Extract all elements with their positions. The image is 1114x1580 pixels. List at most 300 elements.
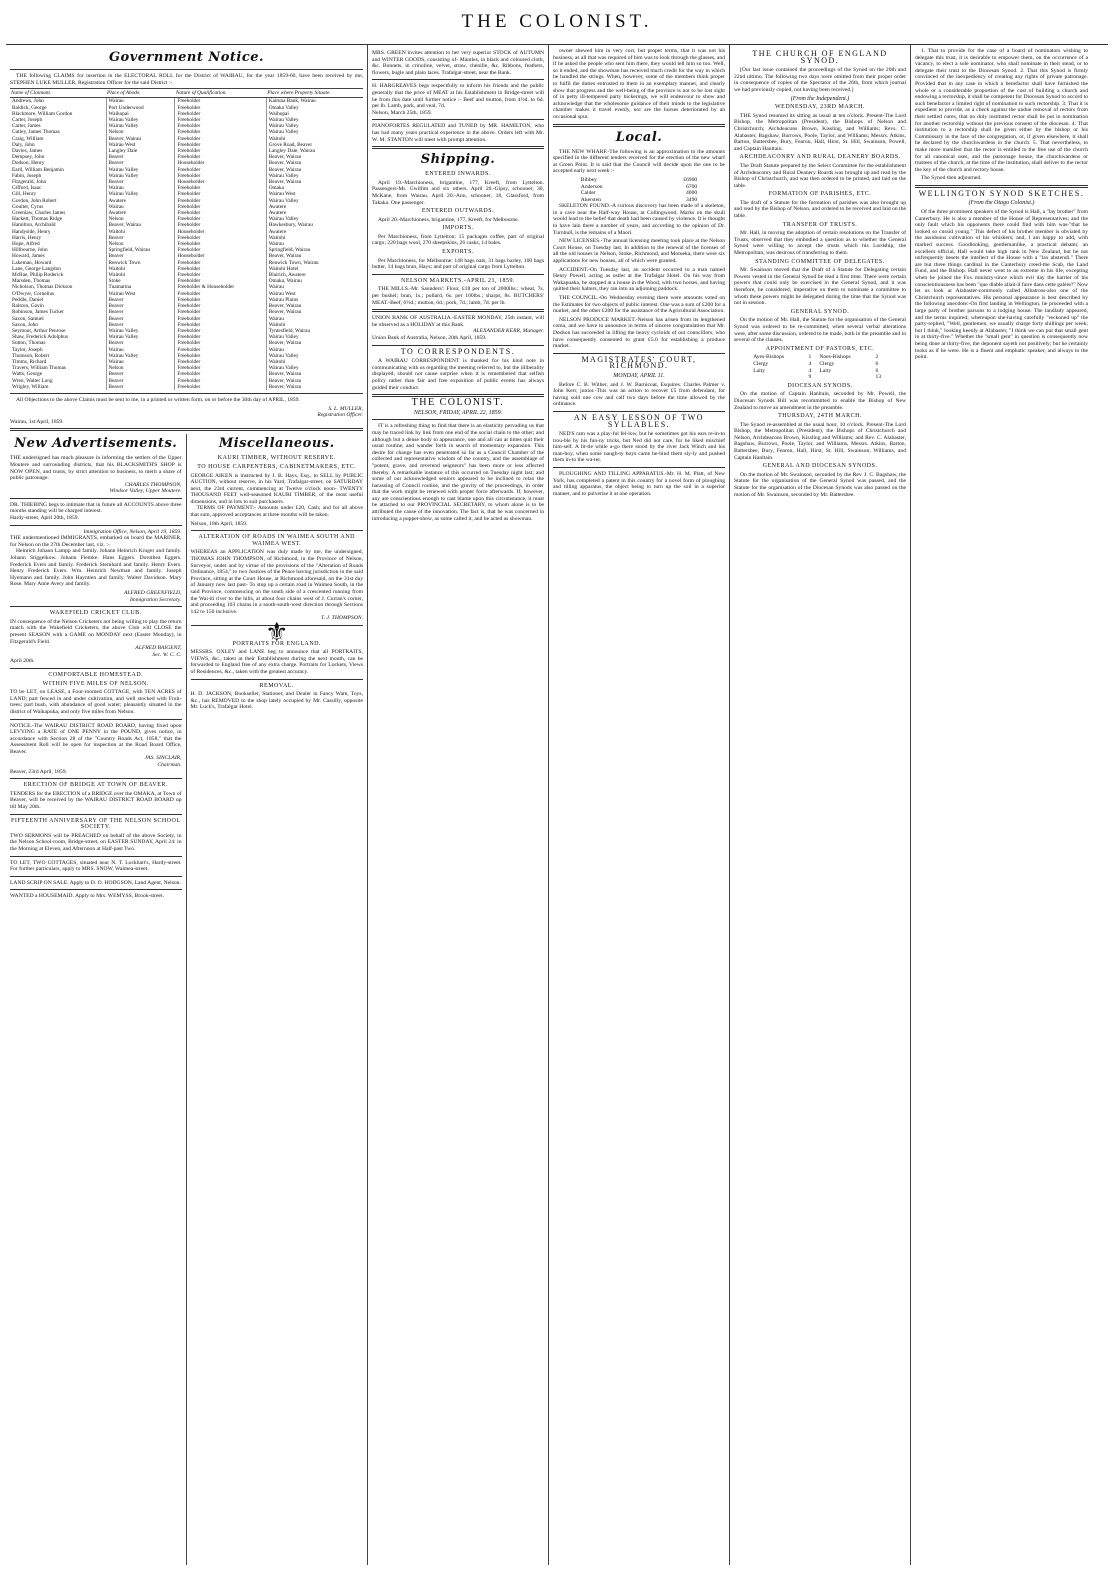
table-cell: Fabin, Joseph [12,172,42,179]
table-cell: Wairau [106,185,175,191]
table-cell: Wairau Valley [106,117,175,123]
table-cell: Freeholder [175,123,266,129]
electoral-roll-header [10,89,363,98]
section-title: DIOCESAN SYNODS. [787,382,853,389]
table-cell: Waitohi [266,322,363,328]
table-cell: Wairau Valley [106,173,175,179]
divider [372,119,544,120]
table-cell: Tyntesfield, Wairau [266,328,363,334]
ad-subtitle: TO HOUSE CARPENTERS, CABINETMAKERS, ETC. [197,463,357,470]
table-row [10,98,363,105]
ad-mrs-green: MRS. GREEN invites attention to her very superior STOCK of AUTUMN and WINTER GOODS, consisting of- Mantles, in black and coloured cloth, &c. Bonnets, in crinoline, velvet, straw, chenille, &c. Ribbons, feathers, flowers, bugle and plain laces. Trafalgar-street, near the Bank. [372,50,544,76]
two-column-ads [10,434,363,1565]
editorial-continued: owner shewed him in very curt, but proper terms, that it was not his business, as all that was required of him was to look through the glasses, and if he asked the people who sent him there, they would tell him so too. Well, so it ended, and the showman has received much credit for the way in which he handled the strings. When, however, some of the members think proper to fulfil the duties entrusted to them in an exemplary manner, and clearly show that progress and the well-being of the province is not to be lost sight of in petty ill-tempered party bickerings, we will endeavour to show and acknowledge that the wholesome guidance of their minds to the legislative chamber makes it travel evenly, nor are the horses deteriorated by an occasional spur. [553,48,725,120]
table-cell: Freeholder [175,278,266,284]
divider [10,668,182,669]
entered-outwards: April 20.-Marchioness, brigantine, 177, Kreeft, for Melbourne. [378,216,520,223]
divider [553,467,725,468]
trusts: Mr. Hall, in moving the adoption of certain resolutions on the Transfer of Trusts, observed that they embodied a question as to whether the General Synod were willing to accept the trusts which his Lordship, the Metropolitan, was desirous of transferring to them. [734,230,906,257]
section-title: WELLINGTON SYNOD SKETCHES. [918,188,1085,198]
table-row [751,354,889,361]
table-cell: Beaver, Wairau [266,154,363,160]
tender-name: Bibbey [580,176,597,183]
table-row [579,190,699,197]
table-cell: Freeholder [175,291,266,297]
ad-text: THE undermentioned IMMIGRANTS, embarked on board the MARINER, for Nelson on the 27th December last, viz. :- [10,535,182,548]
table-cell: Wairau Valley [266,123,363,129]
new-licenses: NEW LICENSES.-The annual licensing meeting took place at the Nelson Court House, on Tuesday last. In addition to the renewal of the licenses of all the old houses in Nelson, Stoke, Richmond, and Motueka, there were six applications for new houses, all of which were granted. [553,238,725,265]
magistrates-court: Before C. B. Wither, and J. W. Barnicoat, Esquires. Charles Palmer v. John Kerr, junior.-This was an action to recover £5 from defendant, for having sold one cow and calf two days before the time allowed by the ordinance. [553,381,725,408]
table-cell: Freeholder [175,129,266,135]
table-cell: Omaka [266,185,363,191]
table-row [579,177,699,184]
table-cell: Timms, Richard [12,358,47,365]
skeleton-found: SKELETON FOUND.-A curious discovery has been made of a skeleton, in a cave near the Half-way House, at Collingwood. Marks on the skull would lead to the belief that death had been caused by violence. It is thought to have lain there a number of years, and according to the opinion of Dr. Turnbull, is the remains of a Maori. [553,203,725,236]
table-cell: Beaver [106,160,175,166]
table-cell: Freeholder [175,266,266,272]
table-cell: Stoke [106,278,175,284]
table-cell: Tuamarina [106,284,175,290]
ad-signature: ALFRED BAIGENT, [135,645,182,652]
royal-crest-icon: ⚜ [265,617,289,647]
section-title: NELSON MARKETS.-APRIL 21, 1859. [401,277,515,284]
immigrant-names: Heinrich Johann Lampp and family. Johann Heinrich Kruger and family. Johann Stiggelkow. Johann Flemke. Hans Eggers. Dorothea Eggers. Frederick Evers and family. Frederick Sternhard and family. Henry Evers. Henry Frederick Evers. Wm. Heinrich Newman and family. Joseph Hyemann and family. John Hayntien and family. Walter Davidson. Mary Rose. Mary Anne Avery and family. [10,548,182,588]
table-cell: Freeholder [175,105,266,111]
divider [191,679,364,680]
column-header: Place where Property Situate. [266,89,363,98]
the-council: THE COUNCIL.-On Wednesday evening there were amounts voted on the Estimates for two objects of public interest. One was a sum of £200 for a market, and the other £200 for the assistance of the Agricultural Association. [553,295,725,315]
synod-resolutions: 1. That to provide for the case of a board of nominators wishing to delegate this trust, it is desirable to empower them, on the occurrence of a vacancy, to elect a sole nominator, who shall nominate in their stead, or to delegate their trust to the Diocesan Synod. 2. That this Synod is firmly convinced of the inexpediency of creating any rights of private patronage. Provided that in any case in which a benefactor shall have furnished the whole or a considerable proportion of the cost of building a church and endowing a rectorship, it shall be competent for Diocesan Synod to accord to such benefactor a limited right of nomination to such rectorship. 3. That it is expedient to provide, as a check against the undue removal of rectors from their settled cures, that no duly instituted rector shall be put in nomination for another rectorship without the previous consent of the diocesan. 4. That institution to a rectorship shall be given either by the bishop or his Commissary in the face of the congregation, or, if given elsewhere, it shall be declared by the churchwardens in the church. 5. That nevertheless, to make more manifest that the rector is entitled to the free use of the church for all canonical uses, and the parsonage house, the churchwardens or trustees of the church, at the time of the institution, shall deliver to the rector the key of the church and rectory house. [915,48,1088,173]
table-cell: Awatere [106,210,175,216]
table-cell: Dempsey, John [12,154,45,161]
synod-source: (From the Independent.) [790,95,850,102]
table-cell: Wren, Walter Long [12,377,53,384]
table-cell: Freeholder [175,353,266,359]
table-cell: Freeholder [175,365,266,371]
column-6 [911,45,1092,1565]
ad-signature-title: Immigration Secretary. [129,596,182,603]
table-cell: Beaver [106,322,175,328]
table-cell: Freeholder & Householder [175,284,266,290]
table-cell: Wairau [266,347,363,353]
table-cell: Sutton, Thomas [12,340,46,347]
gov-notice-section [10,48,363,434]
editorial-title: THE COLONIST. [411,397,505,409]
table-cell: Nicholson, Thomas Dickson [12,284,73,291]
electoral-roll-table [10,88,363,390]
divider [372,146,544,149]
table-cell: Freeholder [175,297,266,303]
table-cell: Wairau Valley [266,129,363,135]
ad-wairau-road [10,723,182,776]
ad-immigrants [10,529,182,604]
ad-signature: JAS. SINCLAIR, [144,755,182,762]
table-cell: Freeholder [175,210,266,216]
table-cell: Wairau Plains [266,297,363,303]
tender-amount: 6700 [686,183,698,190]
ad-date: Beaver, 23rd April, 1859. [10,768,67,775]
ad-text: GEORGE AIKEN is instructed by J. B. Hays, Esq., to SELL by PUBLIC AUCTION, without reserve, in his Yard, Trafalgar-street, on SATURDAY next, the 23rd current, commencing at Twelve o'clock noon- TWENTY THOUSAND FEET well-seasoned KAURI TIMBER, of the most useful dimensions, and in lots to suit purchasers. [190,472,363,505]
synod-adjourned: The Synod then adjourned. [921,175,982,182]
columns [6,45,1108,1565]
vote-count: 6 [875,360,879,367]
vote-label: Clergy [753,360,769,367]
entered-inwards: April 19.-Marchioness, brigantine, 177, Kreeft, from Lyttelton. Passengers-Mr. Gwillim and six others. April 20.-Gipsy, schooner, 30, McKane, from Wairau. April 20.-Ann, schooner, 18, Glassford, from Takaka. One passenger. [372,179,544,206]
table-cell: Freeholder [175,378,266,384]
ad-text: IN consequence of the Nelson Cricketers not being willing to play the return match with the Wakefield Cricketers, the above Club will CLOSE the present SEASON with a GAME on MONDAY next (Easter Monday), in Fitzgerald's Field. [10,618,182,645]
vote-count: 4 [808,367,812,374]
table-cell: Freeholder [175,216,266,222]
correspondents: A WAIRAU CORRESPONDENT is thanked for his kind note in communicating with us regarding the meeting referred to, but the illiberality displayed, should not cause surprise when it is remembered that selfish policy rather than fair and free exposition of public events has always guided their conduct. [372,358,544,391]
table-cell: Householder [175,253,266,259]
ad-title: FIFTEENTH ANNIVERSARY OF THE NELSON SCHOOL SOCIETY. [10,817,181,831]
table-cell: Wairau [106,98,175,105]
table-cell: Wairau Valley [266,173,363,179]
table-cell: Freeholder [175,359,266,365]
table-cell: Langley Dale, Wairau [266,148,363,154]
table-cell: Freeholder [175,98,266,105]
table-cell: Omaka Valley [266,105,363,111]
table-cell: Freeholder [175,167,266,173]
table-cell: Beaver [106,371,175,377]
ad-signature: CHARLES THOMPSON, [124,481,182,488]
table-cell: Handyside, Henry [12,228,51,235]
synod-note: [Our last issue contained the proceedings of the Synod on the 20th and 22nd ultimo. The following two days were omitted from their proper order in consequence of copies of the Spectator of the 26th, from which journal we had previously copied, not having been received.] [734,67,906,93]
misc-heading: Miscellaneous. [218,436,335,452]
new-ads-heading: New Advertisements. [14,436,178,452]
divider [10,69,363,70]
new-wharf: THE NEW WHARF.-The following is an approximation to the amounts specified in the different tenders received for the erection of the new wharf at Green Point. It is said that the Council will decide upon the one to be accepted early next week :- [553,148,725,175]
table-cell: Wairau Valley [106,334,175,340]
ad-title: KAURI TIMBER, WITHOUT RESERVE. [217,455,336,462]
table-cell: Wairau West [106,142,175,148]
table-cell: Freeholder [175,185,266,191]
table-cell: Langley Dale [106,148,175,154]
table-cell: Beaver [106,340,175,346]
table-cell: Shaw, Frederick Adolphus [12,334,69,341]
divider [10,525,182,526]
table-cell: Beaver [106,253,175,259]
tender-name: Akersten [580,196,601,203]
table-cell: Awatere [266,204,363,210]
table-cell: Carter, James [12,123,41,130]
section-title: EXPORTS. [442,249,474,256]
table-cell: Beaver [106,384,175,390]
section-title: ARCHDEACONRY AND RURAL DEANERY BOARDS. [739,154,901,161]
table-cell: Ralston, Gavin [12,303,44,310]
column-left-wide [6,45,368,1565]
section-title: STANDING COMMITTEE OF DELEGATES. [755,258,885,265]
table-cell: Householder [175,179,266,185]
table-cell: Wairau West [106,291,175,297]
table-cell: Beaver, Wairau [266,253,363,259]
new-ads-column [10,434,187,1565]
vote-count: 6 [875,367,879,374]
ad-title: PORTRAITS FOR ENGLAND. [232,640,321,647]
divider [10,719,182,720]
vote-label: Noes-Bishops [819,354,851,361]
tender-name: Calder [580,190,596,197]
table-cell: Waitohi [266,359,363,365]
divider [10,606,182,607]
delegates: Mr. Swainson moved that the Draft of a Statute for Delegating certain Powers vested in the General Synod be read a first time. There were certain powers that could only be exercised in the General Synod, and it was therefore, he considered, imperative on them to nominate a committee to whom these powers might be delegated during the time that the Synod was not in session. [734,267,906,307]
misc-column [187,434,364,1565]
section-title: THE CHURCH OF ENGLAND SYNOD. [752,49,888,65]
table-cell: Beaver [106,154,175,160]
table-cell: Wairau Valley [106,123,175,129]
ad-title: COMFORTABLE HOMESTEAD. [48,671,144,678]
ad-land-scrip: LAND SCRIP ON SALE. Apply to D. O. HODGSON, Land Agent, Nelson. [10,879,181,886]
table-cell: Waitohi [266,136,363,142]
table-cell: Beaver, Wairau [266,167,363,173]
table-cell: Hawkesbury, Wairau [266,222,363,228]
ad-text: UNION BANK OF AUSTRALIA.-EASTER MONDAY, 25th instant, will be observed as a HOLIDAY at this Bank. [372,315,544,328]
table-cell: Freeholder [175,309,266,315]
table-cell: Thomson, Robert [12,352,50,359]
tender-amount: 3490 [686,196,698,203]
section-title: ENTERED OUTWARDS. [421,208,495,215]
table-cell: Beaver [106,235,175,241]
wellington-sketches: Of the three prominent speakers of the Synod is Hall, a "lay brother" from Canterbury. He is also a member of the House of Representatives; and the only fault which his opponents there could find with him was-"that he looked so cussid young." This defect of his brother member is obviated by the assiduous cultivation of his whiskers; and, I am happy to add, with marked success. Goodlooking, gentlemanlike, a practical debater, an excellent official, Hall would take high rank in New Zealand, but he not unfrequently besets the intellect of the House with a "lax abstendi." There are but three things cardinal in the Canterbury creed-the Scab, the Land Fund, and the Bishop. Hall never went to an extreme in his life, excepting when he joined the Fox ministry-since which evil day the harrier of his conscientiousness has been "que diable allait-il faire dans cette galère?" Now let us look at Alabaster-commonly called Albatross-also one of the Christchurch representatives. His personal appearance is best described by the following anecdote:-On first landing in Wellington, he proceeded with a large party of brother parsons to a lodging house. The landlady appeared, and the terms inquired; whereupon she-having carefully "reckoned up" the party-replied, "Well, gentlemen, we usually charge forty shillings per week; but I think," looking keenly at Alabaster, "I think we can put that small gent in at thirty-five." Whether the "small gent" in question is consequently now being done at thirty-five, the deponent sayeth not positively; but he certainly looks as if he were. He is a fluent and emphatic speaker, and always to the point. [915,209,1088,361]
table-cell: Baldick, George [12,104,47,111]
table-cell: Beaver [106,309,175,315]
editorial-dateline: NELSON, FRIDAY, APRIL 22, 1859. [413,409,503,416]
table-cell: Freeholder [175,247,266,253]
ad-title: REMOVAL. [259,682,294,689]
divider [372,419,544,420]
divider [10,814,182,815]
section-title: GENERAL SYNOD. [790,308,850,315]
divider [372,345,544,346]
ad-date: Nelson, 18th April, 1859. [190,520,248,527]
ad-signature: ALFRED GREENFIELD, [124,590,182,596]
section-title: APPOINTMENT OF PASTORS, ETC. [765,345,875,352]
table-cell: Awatere [106,198,175,204]
table-cell: O'Dwyer, Cornelius [12,290,55,297]
table-cell: Wairau Valley [266,365,363,371]
vote-count: 2 [875,354,879,361]
table-cell: Nelson [106,216,175,222]
table-cell: Blairich, Awatere [266,272,363,278]
table-cell: Freeholder [175,204,266,210]
table-cell: Beaver, Wairau [266,384,363,390]
ad-text: WHEREAS an APPLICATION was duly made by me, the undersigned, THOMAS JOHN THOMPSON, of Richmond, in the Province of Nelson, Surveyor, under and by virtue of the provisions of the "Alteration of Roads Ordinance, 1854," to two Justices of the Peace having jurisdiction in the said Province, sitting at the Court House, at Richmond aforesaid, on the 31st day of January now last past- To stop up a certain road in Waimea South, in the said Province, commencing on the south side of a crescented running from the Wai-iti river to the hills, at about four chains west of J. Curran's corner, and proceeding 103 chains in a south-south-west direction through Sections 142 to 150 inclusive. [190,549,363,615]
table-cell: Wairau Valley [106,328,175,334]
ad-hargreaves [372,83,544,116]
table-cell: Goulter, Cyrus [12,203,44,210]
divider [191,530,364,531]
table-cell: Blackmore, William Gordon [12,110,73,117]
section-title: AN EASY LESSON OF TWO SYLLABLES. [573,412,705,429]
vote-label: Clergy [819,360,835,367]
table-cell: Wairau Valley [106,167,175,173]
table-cell: Travers, William Thomas [12,365,66,372]
table-cell: Freeholder [175,347,266,353]
table-cell: Renwick Town, Wairau [266,260,363,266]
table-cell: Springfield, Wairau [266,247,363,253]
table-cell: Davies, James [12,148,43,155]
ad-place: Windsor Valley, Upper Moutere. [109,488,182,495]
gov-dateline: Wairau, 1st April, 1859. [10,418,64,425]
table-cell: Beaver, Wairau [266,179,363,185]
column-header: Nature of Qualification. [175,89,266,98]
table-cell: Hillbourne, John [12,247,48,254]
section-source: (From the Otago Colonist.) [968,200,1035,207]
table-cell: Taylor, Joseph [12,346,43,353]
ad-anniversary: TWO SERMONS will be PREACHED on behalf of the above Society, in the Nelson School-room, Bridge-street, on EASTER SUNDAY, April 24: in the Morning at Eleven, and Afternoon at Half-past Two. [10,832,182,852]
table-cell: Freeholder [175,154,266,160]
table-cell: Greenlaw, Charles James [12,210,66,217]
table-cell: Kaituna Bank, Wairau [266,98,363,105]
section-title: FORMATION OF PARISHES, ETC. [768,191,872,198]
table-row [751,368,889,375]
table-cell: Beaver, Wairau [106,136,175,142]
ad-thiebing [10,502,182,522]
table-cell: Lakeman, Howard [12,259,52,266]
table-cell: Nelson [106,365,175,371]
tender-amount: £6900 [683,176,698,183]
table-row [751,361,889,368]
ad-cricket [10,619,182,665]
ad-date: Hardy-street, April 20th, 1859. [10,515,79,522]
table-cell: Waihopai [266,111,363,117]
vote-label: Laity [753,367,765,374]
table-cell: Beaver, Wairau [266,309,363,315]
table-cell: Dodson, Henry [12,160,45,167]
ad-text: DR. THIEBING begs to intimate that in future all ACCOUNTS above three months standing will be charged interest. [10,501,182,515]
table-cell: Nelson [106,129,175,135]
vote-total: 9 [808,374,812,381]
table-cell: Householder [175,229,266,235]
ad-roads [191,549,364,622]
table-cell: Wrigley, William [12,383,49,390]
ad-subtitle: WITHIN FIVE MILES OF NELSON. [42,680,149,687]
table-cell: Freeholder [175,142,266,148]
vote-count: 4 [808,360,812,367]
ad-text: THE undersigned has much pleasure in informing the settlers of the Upper Moutere and surrounding districts, that his BLACKSMITH'S SHOP is NOW OPEN, and trusts, by strict attention to business, to merit a share of public patronage. [10,455,182,482]
column-4 [549,45,730,1565]
section-title: THURSDAY, 24TH MARCH. [778,413,862,420]
table-cell: Waitohi [106,272,175,278]
table-cell: Saxon, Samuel [12,315,44,322]
table-cell: Freeholder [175,340,266,346]
masthead: THE COLONIST. [6,0,1108,45]
table-cell: Freeholder [175,117,266,123]
ad-text: H. HARGREAVES begs respectfully to inform his friends and the public generally that the price of MEAT at his Establishment in Bridge-street will be from this date until further notice :- Beef and mutton, from 4½d. to 6d. per lb. Lamb, pork, and veal, 7d. [372,83,544,110]
table-cell: Waitohi [106,266,175,272]
table-cell: Seymour, Arthur Penrose [12,327,66,334]
table-row [579,184,699,191]
vote-total: 13 [875,374,882,381]
table-cell: Cutley, James Thomas [12,129,60,136]
table-cell: Omaka, Wairau [266,278,363,284]
section-date: MONDAY, APRIL 11. [613,372,665,379]
divider [372,274,544,275]
vote-label: Ayes-Bishops [753,354,785,361]
divider [10,428,363,431]
table-cell: Beaver, Wairau [266,160,363,166]
ploughing-apparatus: PLOUGHING AND TILLING APPARATUS.-Mr. H. M. Platt, of New York, has completed a patent in this country for a novel form of ploughing and tilling apparatus, the object being to turn up the soil in a superior manner, and to pulverise it at one operation. [553,471,725,497]
table-cell: Freeholder [175,322,266,328]
table-cell: Wairau [266,316,363,322]
table-cell: Awatere [266,229,363,235]
table-cell: Freeholder [175,198,266,204]
divider [553,411,725,412]
table-cell: Daly, John [12,141,35,148]
rural-deanery: The Draft Statute prepared by the Select Committee for the establishment of Archdeaconry and Rural Deanery Boards was brought up and read by the Bishop of Christchurch, and was then ordered to be printed, and laid on the table. [734,162,906,189]
table-cell: Freeholder [175,148,266,154]
diocesan-synods: On the motion of Captain Hanltain, seconded by Mr. Powell, the Diocesan Synods Bill was recommitted to enable the Bishop of New Zealand to move an amendment in the preamble. [734,391,906,411]
synod-thursday: The Synod re-assembled at the usual hour, 10 o'clock. Present-The Lord Bishop, the Metropolitan (President), the Bishops of Christchurch and Nelson, Archdeacons Brown, Kissling and Williams; and Rev. C. Alabaster, Bagshaw, Burrows, Poole, Taylor, and Williams, Messrs. Atkins, Barton, Battersbee, Bury, Fearon, Hall, Hirst, St. Hill, Swainson, Williams, and Captain Hanltain. [734,421,906,461]
ad-terms: TERMS OF PAYMENT:- Amounts under £20, Cash; and for all above that sum, approved acceptances at three months will be taken. [190,505,363,519]
ad-signature-title: Sec. W. C. C. [152,651,182,658]
section-title: MAGISTRATES' COURT, RICHMOND. [581,354,697,371]
table-cell: Hamilton, Archibald [12,222,56,229]
table-cell: Freeholder [175,241,266,247]
column-header: Name of Claimant. [10,89,106,98]
column-header: Place of Abode. [106,89,175,98]
ad-bridge: TENDERS for the ERECTION of a BRIDGE over the OMAKA, at Town of Beaver, will be received by the WAIRAU DISTRICT ROAD BOARD up till May 20th. [10,790,182,811]
imports: Per Marchioness, from Lyttelton: 15 packages coffee, part of original cargo; 220 bags wool, 270 sheepskins, 26 casks, 14 bales. [372,233,544,247]
table-cell: Beaver, Wairau [266,371,363,377]
table-cell: Earll, William Benjamin [12,166,64,173]
ad-jackson: H. D. JACKSON, Bookseller, Stationer, and Dealer in Fancy Ware, Toys, &c., has REMOVED to the shop lately occupied by Mr. Cassilly, opposite Mr. Luck's, Trafalgar Hotel. [190,691,363,711]
table-cell: Saxon, John [12,321,38,328]
vote-label: Laity [819,367,832,374]
exports: Per Marchioness, for Melbourne: 148 bags oats, 31 bags barley, 100 bags butter, 14 bags bran, Hays; and part of original cargo from Lyttelton. [372,257,544,271]
table-cell: Freeholder [175,222,266,228]
vote-count: 1 [808,354,812,361]
table-cell: Freeholder [175,272,266,278]
table-cell: Gill, Henry [12,191,37,198]
table-cell: Hackett, Thomas Ridge [12,216,63,223]
table-cell: Waitohi [106,229,175,235]
table-cell: Freeholder [175,260,266,266]
ad-homestead: TO be LET, on LEASE, a Four-roomed COTTAGE, with TEN ACRES of LAND; part fenced in and under cultivation, and well stocked with Fruit-trees; part bush, with abundance of good water; pleasantly situated in the district of Waikapuka, and only five miles from Nelson. [10,689,182,715]
division-table [751,354,889,380]
tenders-table [579,177,699,203]
easy-lesson: NED'S ram was a play-ful fel-low, but he sometimes got his ears re-in-to trou-ble by his fun-ny tricks, but Ned did not care, for he liked mischief him-self. A lit-tle while a-go there stood by the river Jack Winch and his man-boy, when some naugh-ty boys came be-hind them sly-ly and pushed them in-to the wa-ter. [553,431,725,464]
ad-pianofortes: PIANOFORTES REGULATED and TUNED by MR. HAMILTON, who has had many years practical experience in the above. Orders left with Mr. W. M. STANTON will meet with prompt attention. [372,123,544,143]
table-cell: Renwick Town [106,260,175,266]
table-cell: Wairau West [266,291,363,297]
ad-signature-title: Chairman. [157,762,182,769]
ad-union-bank [372,315,544,341]
tender-amount: 4000 [686,190,698,197]
markets: THE MILLS.-Mr. Saunders': Flour, £18 per ton of 2000lbs.; wheat, 7s. per bushel; bran, 1s.; pollard, 6s. per 100lbs.; sharps, 8s. BUTCHERS' MEAT.-Beef, 6½d.; mutton, 6d.; pork, 7d.; lamb, 7d. per lb. [372,286,544,306]
table-cell: Wairau Valley [266,353,363,359]
table-cell: Fitzgerald, John [12,179,47,186]
table-cell: Wairau [266,284,363,290]
table-cell: Wairau Valley [266,216,363,222]
ad-title: WAKEFIELD CRICKET CLUB. [49,610,142,617]
table-cell: Peddle, Daniel [12,296,44,303]
ad-title: ALTERATION OF ROADS IN WAIMEA SOUTH AND WAIMEA WEST. [198,534,355,547]
table-cell: Householder [175,160,266,166]
table-cell: Beaver [106,316,175,322]
table-cell: Wairau [106,359,175,365]
divider [553,353,725,354]
table-row [751,374,889,381]
table-cell: Port Underwood [106,105,175,111]
divider [372,79,544,80]
table-cell: Wairau Valley [266,198,363,204]
divider [10,498,182,499]
table-cell: Howard, James [12,253,45,260]
table-cell: Hope, Alfred [12,241,40,248]
table-cell: Beaver, Wairau [266,340,363,346]
table-cell: Wairau West [266,191,363,197]
